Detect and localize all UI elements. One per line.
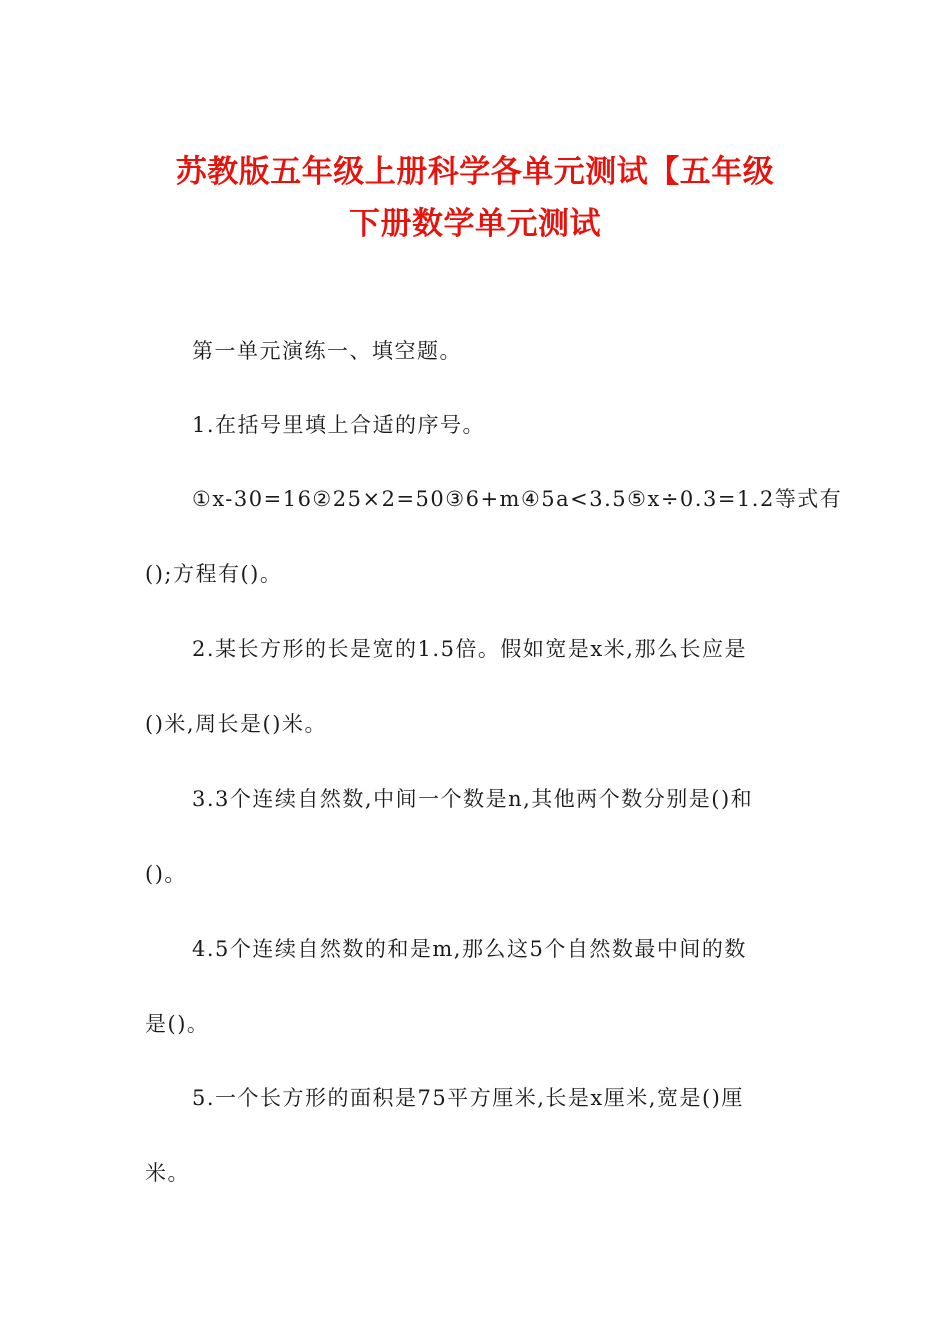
section-heading: 第一单元演练一、填空题。 [192, 339, 462, 363]
document-title [140, 146, 810, 250]
question-1-blanks: ();方程有()。 [145, 562, 283, 586]
question-4-blanks: 是()。 [145, 1012, 210, 1036]
question-1-text: 1.在括号里填上合适的序号。 [192, 413, 486, 437]
question-2-blanks: ()米,周长是()米。 [145, 712, 327, 736]
question-4-text: 4.5个连续自然数的和是m,那么这5个自然数最中间的数 [192, 937, 747, 961]
question-1-options: ①x-30=16②25×2=50③6+m④5a<3.5⑤x÷0.3=1.2等式有 [192, 487, 843, 511]
question-3-text: 3.3个连续自然数,中间一个数是n,其他两个数分别是()和 [192, 787, 754, 811]
question-5-blanks: 米。 [145, 1161, 190, 1185]
title-line-2: 下册数学单元测试 [349, 206, 601, 242]
question-2-text: 2.某长方形的长是宽的1.5倍。假如宽是x米,那么长应是 [192, 637, 747, 661]
question-3-blanks: ()。 [145, 862, 187, 886]
title-line-1: 苏教版五年级上册科学各单元测试【五年级 [175, 154, 775, 190]
question-5-text: 5.一个长方形的面积是75平方厘米,长是x厘米,宽是()厘 [192, 1086, 744, 1110]
